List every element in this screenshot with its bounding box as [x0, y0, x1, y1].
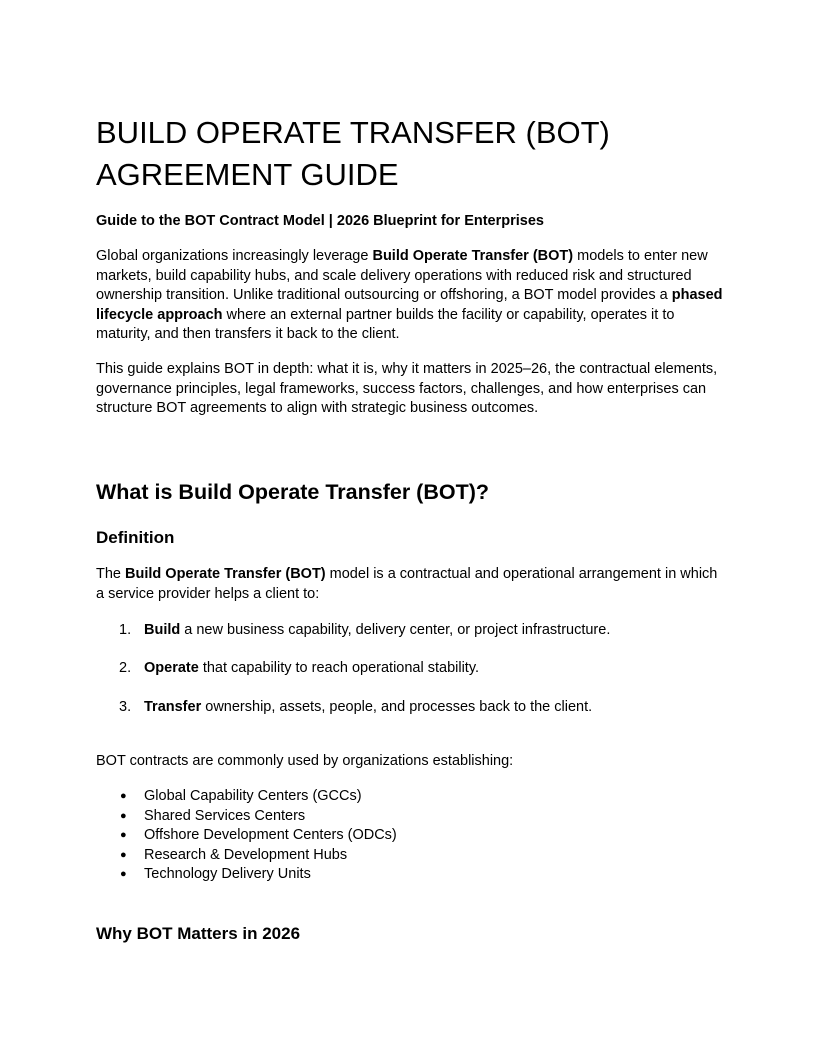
intro-p1-text-3: where an external partner builds the facility or capability, operates it to maturity, and then transfers it back to the client.: [96, 306, 675, 342]
list-item-number: 3.: [119, 699, 132, 715]
document-title: BUILD OPERATE TRANSFER (BOT) AGREEMENT GUIDE: [96, 115, 610, 192]
usage-bullet-list: [96, 787, 724, 885]
list-item: [96, 787, 724, 807]
bullet-icon: ●: [120, 829, 127, 841]
intro-p1-bold-1: Build Operate Transfer (BOT): [372, 248, 574, 264]
bullet-icon: ●: [120, 790, 127, 802]
section-heading-what-is-bot: What is Build Operate Transfer (BOT)?: [96, 480, 490, 504]
definition-text-1: The: [96, 566, 126, 582]
list-item-text: Offshore Development Centers (ODCs): [144, 827, 397, 843]
intro-p1-bold-2: phased lifecycle approach: [96, 287, 723, 323]
list-item-text: [144, 697, 592, 717]
bullet-icon: ●: [120, 868, 127, 880]
bullet-icon: ●: [120, 848, 127, 861]
intro-paragraph-1: [96, 247, 724, 345]
list-item-text: Technology Delivery Units: [144, 866, 311, 882]
definition-bold: Build Operate Transfer (BOT): [125, 566, 326, 582]
list-item: [96, 826, 724, 846]
list-item-number: 1.: [119, 622, 132, 638]
document-subtitle: Guide to the BOT Contract Model | 2026 Blueprint for Enterprises: [96, 213, 544, 229]
bullet-icon: ●: [120, 809, 127, 822]
list-item-bold: Transfer: [144, 699, 202, 715]
definition-text-2: model is a contractual and operational arrangement in which a service provider helps a client to:: [96, 566, 718, 602]
list-item-text: Global Capability Centers (GCCs): [144, 788, 362, 804]
list-item-bold: Operate: [144, 660, 199, 676]
list-item: [96, 807, 724, 827]
list-item-number: 2.: [119, 660, 132, 676]
list-item-bold: Build: [144, 622, 181, 638]
list-item-text: [144, 658, 479, 678]
usage-intro-paragraph: BOT contracts are commonly used by organizations establishing:: [96, 753, 514, 769]
list-item-text: Shared Services Centers: [144, 807, 306, 824]
intro-paragraph-2: This guide explains BOT in depth: what it is, why it matters in 2025–26, the contractual elements, governance principles, legal frameworks, success factors, challenges, and how enterprises can structure BOT agreements to align with strategic business outcomes.: [96, 361, 718, 416]
list-item-rest: ownership, assets, people, and processes back to the client.: [201, 699, 593, 715]
list-item-rest: that capability to reach operational stability.: [198, 660, 480, 676]
list-item-text: [144, 620, 610, 640]
definition-paragraph: [96, 565, 724, 604]
intro-p1-text-2: models to enter new markets, build capability hubs, and scale delivery operations with reduced risk and structured ownership transition. Unlike traditional outsourcing or offshoring, a BOT model provides a: [96, 248, 708, 303]
list-item-rest: a new business capability, delivery center, or project infrastructure.: [180, 622, 611, 638]
intro-p1-text-1: Global organizations increasingly leverage: [96, 248, 373, 264]
list-item: [96, 846, 724, 866]
list-item-text: Research & Development Hubs: [144, 846, 348, 863]
subheading-why-bot-matters: Why BOT Matters in 2026: [96, 924, 301, 943]
subheading-definition: Definition: [96, 528, 175, 547]
list-item: [96, 865, 724, 885]
